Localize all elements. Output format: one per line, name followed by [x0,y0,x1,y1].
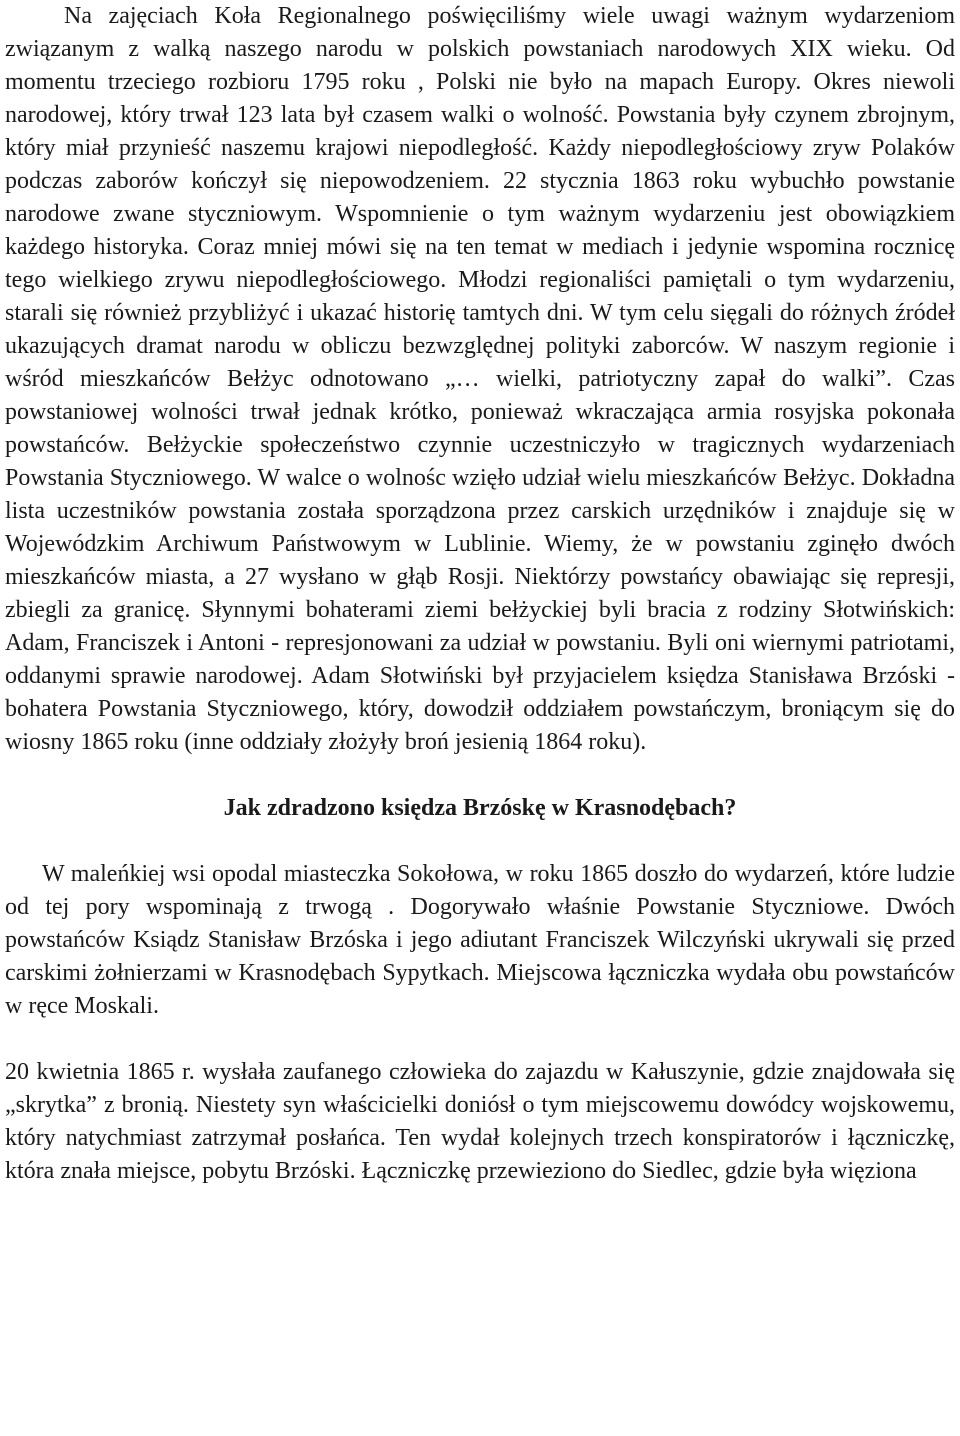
paragraph-betrayal: W maleńkiej wsi opodal miasteczka Sokołowa, w roku 1865 doszło do wydarzeń, które ludzie od tej pory wspominają z trwogą . Dogorywało właśnie Powstanie Styczniowe. Dwóch powstańców Ksiądz Stanisław Brzóska i jego adiutant Franciszek Wilczyński ukrywali się przed carskimi żołnierzami w Krasnodębach Sypytkach. Miejscowa łączniczka wydała obu powstańców w ręce Moskali. [5,861,955,1019]
document-page [5,0,955,1188]
paragraph-spacer [5,1023,955,1056]
section-heading: Jak zdradzono księdza Brzóskę w Krasnodębach? [223,795,737,821]
paragraph-april: 20 kwietnia 1865 r. wysłała zaufanego człowieka do zajazdu w Kałuszynie, gdzie znajdowała się „skrytka” z bronią. Niestety syn właścicielki doniósł o tym miejscowemu dowódcy wojskowemu, który natychmiast zatrzymał posłańca. Ten wydał kolejnych trzech konspiratorów i łączniczkę, która znała miejsce, pobytu Brzóski. Łączniczkę przewieziono do Siedlec, gdzie była więziona [5,1059,955,1184]
paragraph-intro: Na zajęciach Koła Regionalnego poświęciliśmy wiele uwagi ważnym wydarzeniom związanym z walką naszego narodu w polskich powstaniach narodowych XIX wieku. Od momentu trzeciego rozbioru 1795 roku , Polski nie było na mapach Europy. Okres niewoli narodowej, który trwał 123 lata był czasem walki o wolność. Powstania były czynem zbrojnym, który miał przynieść naszemu krajowi niepodległość. Każdy niepodległościowy zryw Polaków podczas zaborów kończył się niepowodzeniem. 22 stycznia 1863 roku wybuchło powstanie narodowe zwane styczniowym. Wspomnienie o tym ważnym wydarzeniu jest obowiązkiem każdego historyka. Coraz mniej mówi się na ten temat w mediach i jedynie wspomina rocznicę tego wielkiego zrywu niepodległościowego. Młodzi regionaliści pamiętali o tym wydarzeniu, starali się również przybliżyć i ukazać historię tamtych dni. W tym celu sięgali do różnych źródeł ukazujących dramat narodu w obliczu bezwzględnej polityki zaborców. W naszym regionie i wśród mieszkańców Bełżyc odnotowano „… wielki, patriotyczny zapał do walki”. Czas powstaniowej wolności trwał jednak krótko, ponieważ wkraczająca armia rosyjska pokonała powstańców. Bełżyckie społeczeństwo czynnie uczestniczyło w tragicznych wydarzeniach Powstania Styczniowego. W walce o wolnośc wzięło udział wielu mieszkańców Bełżyc. Dokładna lista uczestników powstania została sporządzona przez carskich urzędników i znajduje się w Wojewódzkim Archiwum Państwowym w Lublinie. Wiemy, że w powstaniu zginęło dwóch mieszkańców miasta, a 27 wysłano w głąb Rosji. Niektórzy powstańcy obawiając się represji, zbiegli za granicę. Słynnymi bohaterami ziemi bełżyckiej byli bracia z rodziny Słotwińskich: Adam, Franciszek i Antoni - represjonowani za udział w powstaniu. Byli oni wiernymi patriotami, oddanymi sprawie narodowej. Adam Słotwiński był przyjacielem księdza Stanisława Brzóski - bohatera Powstania Styczniowego, który, dowodził oddziałem powstańczym, broniącym się do wiosny 1865 roku (inne oddziały złożyły broń jesienią 1864 roku). [5,3,955,755]
